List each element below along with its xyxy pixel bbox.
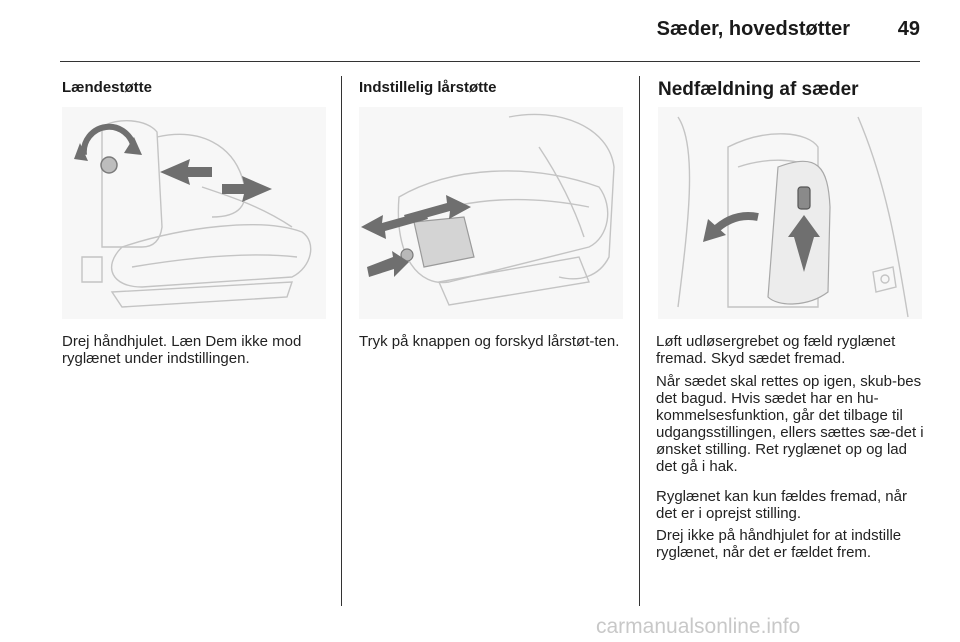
column-divider xyxy=(639,76,640,606)
thigh-seat-drawing xyxy=(359,107,623,319)
rotate-arrow-icon xyxy=(124,137,142,155)
paragraph: Løft udløsergrebet og fæld ryglænet fremad. Skyd sædet fremad. xyxy=(656,333,896,367)
header-divider xyxy=(60,61,920,62)
section-heading-thigh-support: Indstillelig lårstøtte xyxy=(359,79,497,96)
lumbar-seat-drawing xyxy=(62,107,326,319)
paragraph: Når sædet skal rettes op igen, skub-bes det bagud. Hvis sædet har en hu-kommelsesfunktion, går det tilbage til udgangsstillingen, ellers sættes sæ-det i ønsket stilling. Ret ryglænet op og lad det gå i hak. xyxy=(656,373,924,475)
watermark: carmanualsonline.info xyxy=(596,615,801,638)
paragraph: Ryglænet kan kun fældes fremad, når det er i oprejst stilling. xyxy=(656,488,907,522)
section-heading-lumbar-support: Lændestøtte xyxy=(62,79,152,96)
page-number: 49 xyxy=(897,18,920,40)
thigh-cushion-extension xyxy=(414,217,474,267)
paragraph: Tryk på knappen og forskyd lårstøt-ten. xyxy=(359,333,620,350)
folding-seat-drawing xyxy=(658,107,922,319)
release-lever-icon xyxy=(798,187,810,209)
section-heading-folding-seats: Nedfældning af sæder xyxy=(658,79,859,100)
move-forward-arrow-icon xyxy=(222,176,272,202)
paragraph: Drej ikke på håndhjulet for at indstille ryglænet, når det er fældet frem. xyxy=(656,527,902,561)
handwheel-icon xyxy=(101,157,117,173)
paragraph: Drej håndhjulet. Læn Dem ikke mod ryglænet under indstillingen. xyxy=(62,333,302,367)
page-title: Sæder, hovedstøtter xyxy=(656,18,850,40)
backrest-folding-illustration xyxy=(658,107,922,319)
lumbar-support-illustration xyxy=(62,107,326,319)
move-back-arrow-icon xyxy=(160,159,212,185)
thigh-support-illustration xyxy=(359,107,623,319)
column-divider xyxy=(341,76,342,606)
